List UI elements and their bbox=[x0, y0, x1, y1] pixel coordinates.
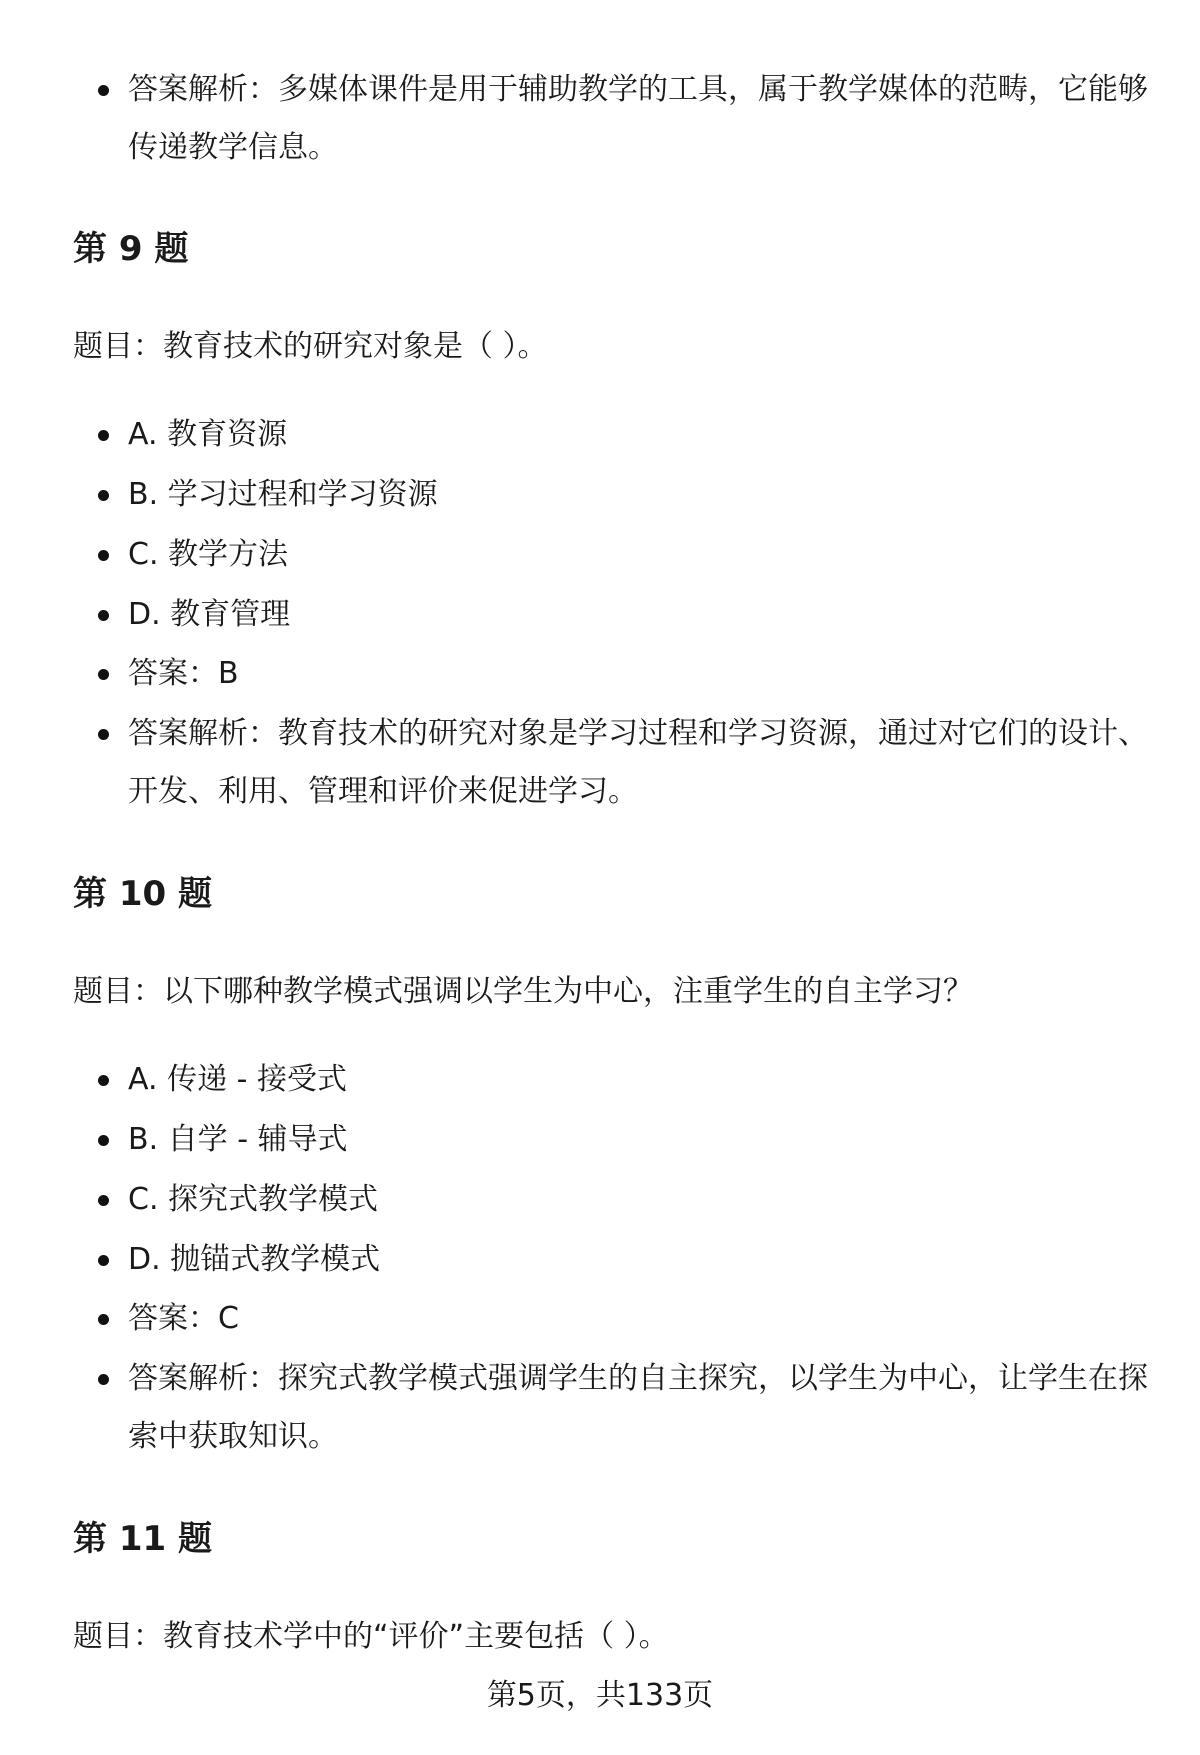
question-10-answer: 答案：C bbox=[128, 1301, 239, 1336]
question-9-stem: 题目：教育技术的研究对象是（ ）。 bbox=[73, 329, 548, 364]
question-9-explanation-line-1: 答案解析：教育技术的研究对象是学习过程和学习资源，通过对它们的设计、 bbox=[128, 716, 1148, 751]
question-10-explanation-line-1: 答案解析：探究式教学模式强调学生的自主探究，以学生为中心，让学生在探 bbox=[128, 1361, 1148, 1396]
bullet-dot bbox=[98, 1255, 109, 1266]
bullet-dot bbox=[98, 85, 109, 96]
question-10-option-c: C. 探究式教学模式 bbox=[128, 1182, 379, 1217]
question-10-option-d: D. 抛锚式教学模式 bbox=[128, 1242, 381, 1277]
question-11-stem: 题目：教育技术学中的“评价”主要包括（ ）。 bbox=[73, 1619, 669, 1654]
question-9-option-d: D. 教育管理 bbox=[128, 597, 291, 632]
bullet-dot bbox=[98, 1075, 109, 1086]
prev-explanation-line-2: 传递教学信息。 bbox=[128, 130, 338, 165]
question-10-explanation-line-2: 索中获取知识。 bbox=[128, 1419, 338, 1454]
bullet-dot bbox=[98, 729, 109, 740]
question-9-option-a: A. 教育资源 bbox=[128, 417, 288, 452]
bullet-dot bbox=[98, 1135, 109, 1146]
question-10-option-a: A. 传递 - 接受式 bbox=[128, 1062, 347, 1097]
question-10-heading: 第 10 题 bbox=[73, 874, 212, 914]
question-9-answer: 答案：B bbox=[128, 656, 239, 691]
question-9-heading: 第 9 题 bbox=[73, 229, 189, 269]
bullet-dot bbox=[98, 1314, 109, 1325]
question-10-option-b: B. 自学 - 辅导式 bbox=[128, 1122, 348, 1157]
bullet-dot bbox=[98, 490, 109, 501]
question-9-option-c: C. 教学方法 bbox=[128, 537, 289, 572]
question-9-explanation-line-2: 开发、利用、管理和评价来促进学习。 bbox=[128, 774, 638, 809]
bullet-dot bbox=[98, 430, 109, 441]
bullet-dot bbox=[98, 610, 109, 621]
bullet-dot bbox=[98, 669, 109, 680]
question-11-heading: 第 11 题 bbox=[73, 1519, 212, 1559]
bullet-dot bbox=[98, 1374, 109, 1385]
question-10-stem: 题目：以下哪种教学模式强调以学生为中心，注重学生的自主学习？ bbox=[73, 974, 973, 1009]
question-9-option-b: B. 学习过程和学习资源 bbox=[128, 477, 438, 512]
prev-explanation-line-1: 答案解析：多媒体课件是用于辅助教学的工具，属于教学媒体的范畴，它能够 bbox=[128, 72, 1148, 107]
bullet-dot bbox=[98, 550, 109, 561]
bullet-dot bbox=[98, 1195, 109, 1206]
page-number-footer: 第5页，共133页 bbox=[486, 1678, 714, 1713]
